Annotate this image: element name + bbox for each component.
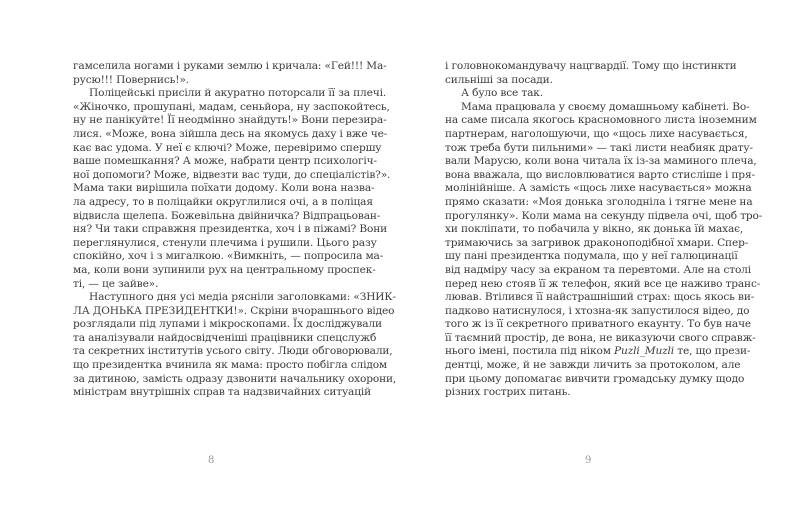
text-line: партнерам, наголошуючи, що «щось лихе насувається, bbox=[445, 127, 748, 140]
text-line: ваше помешкання? А може, набрати центр психологіч- bbox=[73, 155, 377, 168]
text-line-with-nick bbox=[445, 345, 751, 359]
text-line: сильніші за посади. bbox=[445, 73, 553, 86]
text-line: дентці, може, й не завжди личить за протоколом, але bbox=[445, 359, 741, 372]
page-number: 9 bbox=[585, 455, 592, 466]
right-page bbox=[400, 0, 800, 505]
text-line: Мама таки вирішила поїхати додому. Коли вона назва- bbox=[73, 182, 375, 195]
text-segment: те, що прези- bbox=[674, 345, 751, 358]
text-line: ної допомоги? Може, відвезти вас туди, до спеціалістів?». bbox=[73, 168, 391, 181]
text-line: «Жіночко, прошупані, мадам, сеньйора, ну заспокойтесь, bbox=[73, 100, 390, 113]
text-line: її таємний простір, де вона, не виказуючи свого справж- bbox=[445, 331, 756, 344]
text-line: ЛА ДОНЬКА ПРЕЗИДЕНТКИ!». Скріни вчорашнього відео bbox=[73, 304, 395, 317]
text-line: хи поклiпати, то побачила у вікно, як донька їй махає, bbox=[445, 223, 744, 236]
text-line: шу пані президентка подумала, що у неї галюцинації bbox=[445, 250, 738, 263]
text-line: що президентка вчинила як мама: просто побігла слідом bbox=[73, 359, 388, 372]
text-line: ну не панікуйте! Її неодмінно знайдуть!» Вони перезира- bbox=[73, 114, 387, 127]
text-line: тримаючись за загривок драконоподібної хмари. Спер- bbox=[445, 236, 749, 249]
page-number: 8 bbox=[208, 455, 215, 466]
text-line: прямо сказати: «Моя донька зголодніла і тягне мене на bbox=[445, 195, 753, 208]
text-line: ті, — це зайве». bbox=[73, 277, 159, 290]
left-page-text bbox=[73, 60, 397, 400]
text-line: перед нею стояв її ж телефон, який все це наживо транс- bbox=[445, 277, 761, 290]
text-line: вали Марусю, коли вона читала їх із-за маминого плеча, bbox=[445, 155, 757, 168]
text-line: прогулянку». Коли мама на секунду підвела очі, щоб тро- bbox=[445, 209, 763, 222]
text-line: молінійніше. А замість «щось лихе насувається» можна bbox=[445, 182, 752, 195]
right-page-text bbox=[445, 60, 763, 400]
text-line: лював. Втілився її найстрашніший страх: щось якось ви- bbox=[445, 291, 755, 304]
text-line: падково натиснулося, і хтозна-як запустилося відео, до bbox=[445, 304, 750, 317]
text-line: А було все так. bbox=[461, 87, 543, 100]
text-line: за дитиною, замість одразу дзвонити начальнику охорони, bbox=[73, 372, 397, 385]
text-line: та секретних інститутів усього світу. Люди обговорювали, bbox=[73, 345, 393, 358]
text-line: розглядали під лупами і мікроскопами. Їх досліджували bbox=[73, 318, 382, 331]
text-line: ма, коли вони зупинили рух на центральному проспек- bbox=[73, 263, 376, 276]
text-segment: нього імені, постила під ніком bbox=[445, 345, 615, 358]
text-line: спокійно, хоч і з мигалкою. «Вимкніть, — попросила ма- bbox=[73, 250, 384, 263]
text-line: лися. «Може, вона зійшла десь на якомусь даху і вже че- bbox=[73, 127, 388, 140]
text-line: ня? Чи таки справжня президентка, хоч і в піжамі? Вони bbox=[73, 223, 388, 236]
text-line: та аналізували найдосвідченіші працівники спецслужб bbox=[73, 331, 377, 344]
text-line: від надміру часу за екраном та перевтоми. Але на столі bbox=[445, 263, 751, 276]
text-line: Мама працювала у своєму домашньому кабінеті. Во- bbox=[461, 100, 750, 113]
text-line: відвисла щелепа. Божевільна двійничка? Відпрацьован- bbox=[73, 209, 381, 222]
text-line: Наступного дня усі медіа рясніли заголовками: «ЗНИК- bbox=[89, 291, 396, 304]
text-line: вона вважала, що висловлюватися варто стисліше і пря- bbox=[445, 168, 755, 181]
text-line: ла адресу, то в поліцайки округлилися очі, а в поліцая bbox=[73, 195, 373, 208]
text-line: русю!!! Повернись!». bbox=[73, 73, 189, 86]
text-line: кає вас удома. У неї є ключі? Може, перевіримо спершу bbox=[73, 141, 382, 154]
text-line: міністрам внутрішніх справ та надзвичайних ситуацій bbox=[73, 386, 372, 399]
text-line: переглянулися, стенули плечима і рушили. Цього разу bbox=[73, 236, 377, 249]
text-line: гамселила ногами і руками землю і кричала: «Гей!!! Ма- bbox=[73, 60, 387, 72]
text-line: на саме писала якогось красномовного листа іноземним bbox=[445, 114, 757, 127]
text-line: і головнокомандувачу нацгвардії. Тому що інстинкти bbox=[445, 60, 737, 72]
text-line: при цьому допомагає вивчити громадську думку щодо bbox=[445, 372, 745, 385]
nickname: Puzli_Muzli bbox=[614, 345, 675, 358]
text-line: різних гострих питань. bbox=[445, 386, 571, 399]
text-line: Поліцейські присіли й акуратно поторсали її за плечі. bbox=[89, 87, 387, 100]
text-line: тож треба бути пильними» — такі листи неабияк драту- bbox=[445, 141, 753, 154]
text-line: того ж із її секретного приватного екаунту. То був наче bbox=[445, 318, 752, 331]
